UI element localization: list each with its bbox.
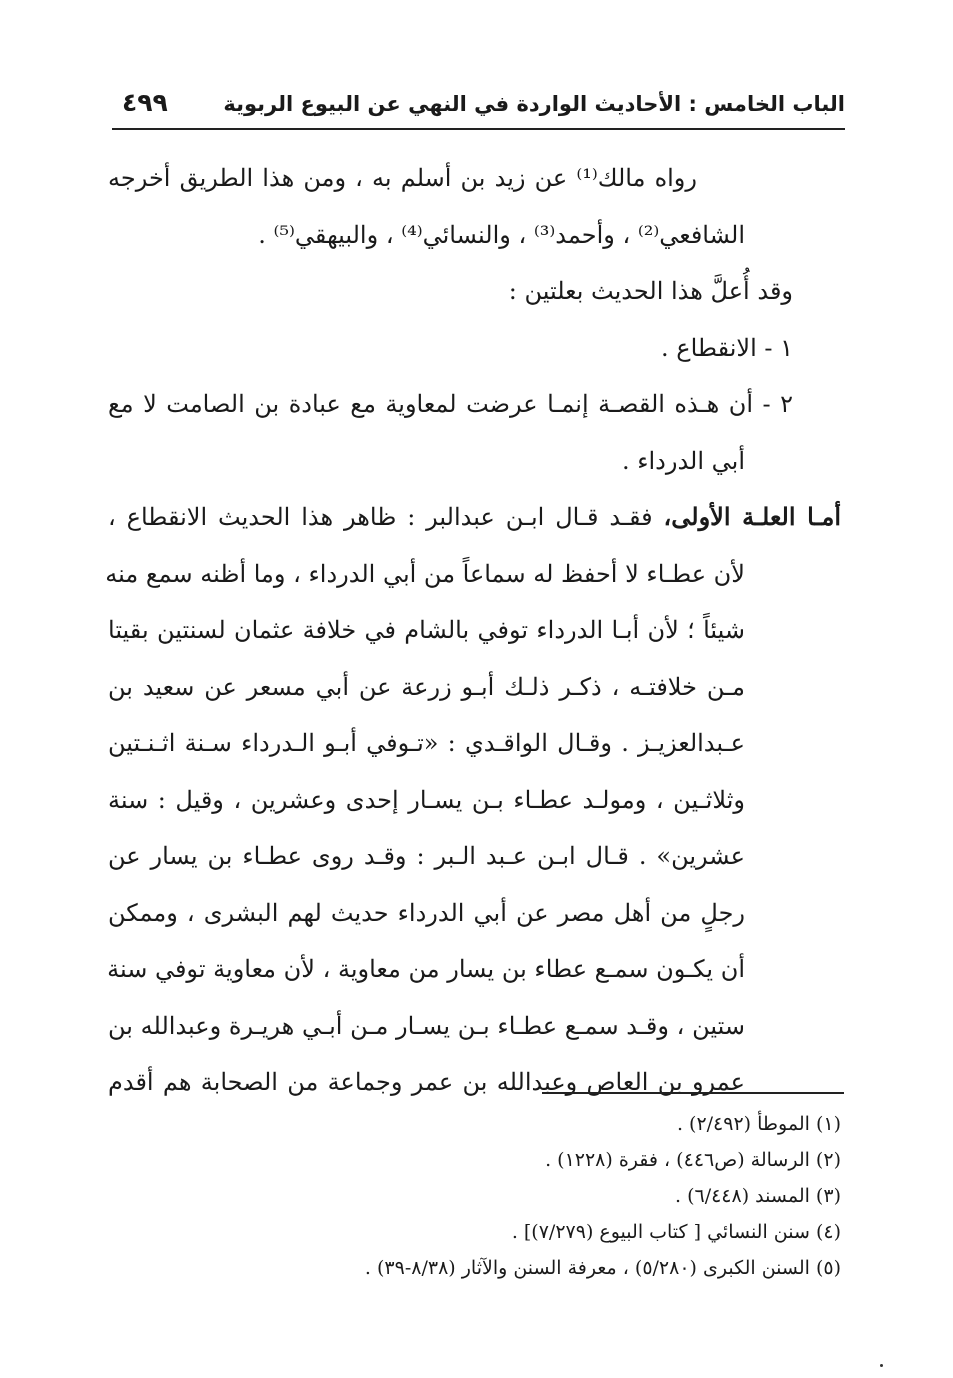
text-line: رجلٍ من أهل مصر عن أبي الدرداء حديث لهم البشرى ، وممكن	[108, 898, 745, 927]
running-header	[112, 84, 845, 130]
footnote: (٣) المسند (٦/٤٤٨) .	[675, 1185, 841, 1207]
paragraph-lead-line	[108, 489, 841, 546]
text-line: الشافعي⁽²⁾ ، وأحمد⁽³⁾ ، والنسائي⁽⁴⁾ ، والبيهقي⁽⁵⁾ .	[258, 220, 745, 249]
text-line: شيئاً ؛ لأن أبـا الدرداء توفي بالشام في خلافة عثمان لسنتين بقيتا	[108, 616, 746, 644]
footnote: (١) الموطأ (٢/٤٩٢) .	[676, 1113, 841, 1135]
text-span: فقـد قـال ابـن عبدالبر : ظاهر هذا الحديث الانقطاع ،	[108, 503, 664, 531]
footnote: (٤) سنن النسائي [ كتاب البيوع (٧/٢٧٩)] .	[511, 1221, 841, 1243]
text-line: ستين ، وقـد سمـع عطـاء بـن يسـار مـن أبـي هريـرة وعبدالله بن	[108, 1011, 745, 1040]
footnote: (٢) الرسالة (ص٤٤٦) ، فقرة (١٢٢٨) .	[545, 1149, 841, 1171]
footnote: (٥) السنن الكبرى (٥/٢٨٠) ، معرفة السنن والآثار (٨/٣٨-٣٩) .	[364, 1257, 841, 1279]
header-divider	[112, 128, 845, 130]
text-line: لأن عطـاء لا أحفظ له سماعاً من أبي الدرداء ، وما أظنه سمع منه	[105, 559, 745, 588]
text-line: وقد أُعلَّ هذا الحديث بعلتين :	[508, 277, 793, 305]
scan-speck	[880, 1364, 883, 1367]
text-line: أن يكـون سمـع عطاء بن يسار من معاوية ، لأن معاوية توفي سنة	[107, 955, 745, 983]
page-number: ٤٩٩	[122, 88, 168, 117]
text-line: عمرو بن العاص وعبدالله بن عمر وجماعة من الصحابة هم أقدم	[108, 1068, 745, 1096]
text-line: أبي الدرداء .	[621, 446, 745, 475]
text-line: وثلاثـين ، ومولـد عطـاء بـن يسـار إحدى وعشرين ، وقيل : سنة	[108, 785, 745, 814]
text-line: ١ - الانقطاع .	[660, 333, 793, 362]
footnotes	[108, 1106, 841, 1286]
text-line: عـبدالعزيـز . وقـال الواقـدي : «تـوفي أبـو الـدرداء سـنة اثـنـتين	[108, 729, 745, 757]
text-line: رواه مالك⁽¹⁾ عن زيد بن أسلم به ، ومن هذا الطريق أخرجه	[108, 164, 697, 192]
text-line: ٢ - أن هـذه القصـة إنمـا عرضت لمعاوية مع عبادة بن الصامت لا مع	[108, 390, 793, 418]
footnote-divider	[542, 1092, 844, 1094]
text-line: مـن خلافتـه ، ذكـر ذلـك أبـو زرعة عن أبي مسعر عن سعيد بن	[108, 672, 745, 701]
bold-heading: أمـا العلـة الأولى،	[663, 502, 841, 531]
chapter-title: الباب الخامس : الأحاديث الواردة في النهي عن البيوع الربوية	[223, 92, 845, 116]
text-line: عشرين» . قـال ابـن عـبد الـبر : وقـد روى عطـاء بن يسار عن	[108, 842, 745, 870]
main-text	[105, 150, 841, 1111]
